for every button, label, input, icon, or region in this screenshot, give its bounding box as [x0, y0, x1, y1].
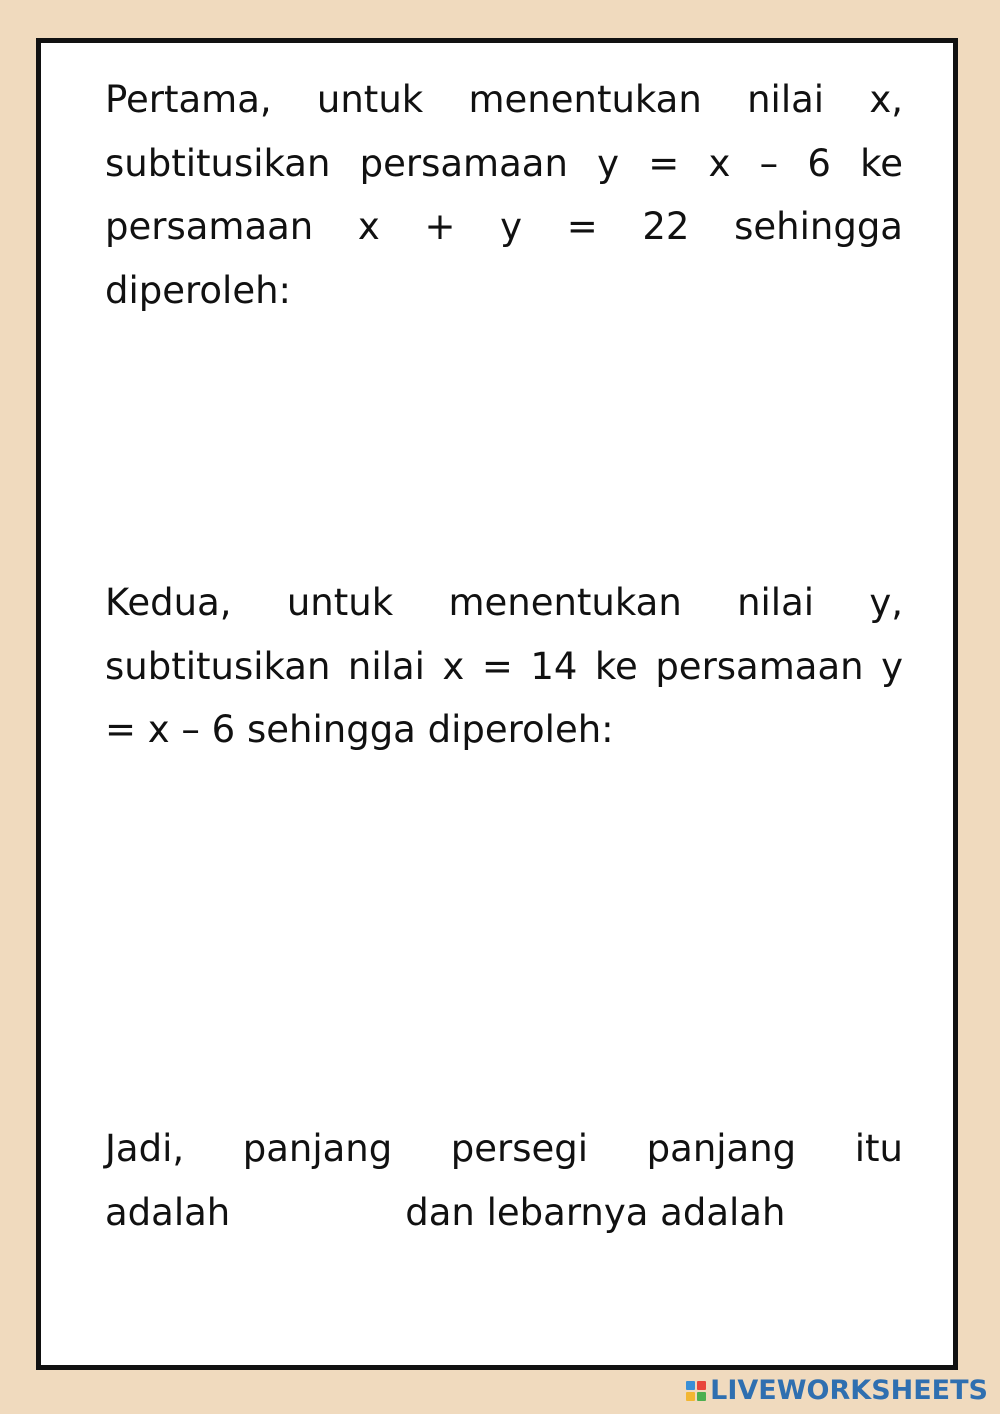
paragraph-line: subtitusikan nilai x = 14 ke persamaan y	[105, 644, 903, 688]
y-answer-area[interactable]	[105, 783, 903, 1083]
paragraph-line: Kedua, untuk menentukan nilai y,	[105, 581, 903, 624]
logo-squares-icon	[686, 1381, 706, 1401]
paragraph-line: persamaan x + y = 22 sehingga	[105, 205, 903, 248]
adalah-label: adalah	[105, 1190, 231, 1234]
paragraph-line: subtitusikan persamaan y = x – 6 ke	[105, 141, 903, 185]
paragraph-line: Pertama, untuk menentukan nilai x,	[105, 78, 903, 121]
paragraph-step-2	[105, 571, 903, 762]
width-label: dan lebarnya adalah	[405, 1190, 786, 1234]
paragraph-line: Jadi, panjang persegi panjang itu	[105, 1127, 903, 1170]
paragraph-line	[105, 1181, 903, 1245]
logo-text: LIVEWORKSHEETS	[710, 1375, 988, 1406]
x-answer-area[interactable]	[105, 343, 903, 543]
liveworksheets-logo	[686, 1375, 988, 1406]
paragraph-line: diperoleh:	[105, 268, 292, 312]
paragraph-line: = x – 6 sehingga diperoleh:	[105, 708, 614, 751]
worksheet-page	[36, 38, 958, 1370]
paragraph-step-1	[105, 68, 903, 322]
paragraph-conclusion	[105, 1117, 903, 1244]
